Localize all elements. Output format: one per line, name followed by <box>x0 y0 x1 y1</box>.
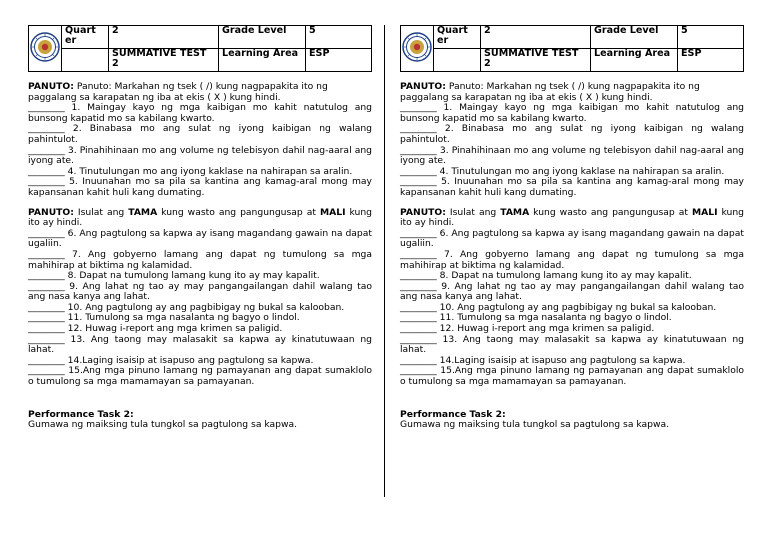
worksheet-left <box>28 25 372 431</box>
grade-value: 5 <box>678 26 744 49</box>
list-item: ________ 14.Laging isaisip at isapuso ang pagtulong sa kapwa. <box>28 354 314 366</box>
part1-instruction: PANUTO: Panuto: Markahan ng tsek ( /) kung nagpapakita ito ng paggalang sa karapatan ng iba at ekis ( X ) kung hindi. <box>400 81 700 103</box>
part1-section <box>400 82 744 199</box>
quarter-value: 2 <box>481 26 591 49</box>
part2-section <box>28 208 372 388</box>
list-item: ________ 4. Tinutulungan mo ang iyong kaklase na nahirapan sa aralin. <box>28 165 353 177</box>
area-value: ESP <box>678 49 744 72</box>
list-item: ________ 2. Binabasa mo ang sulat ng iyong kaibigan ng walang pahintulot. <box>400 123 744 145</box>
list-item: ________ 15.Ang mga pinuno lamang ng pamayanan ang dapat sumaklolo o tumulong sa mga mamamayan sa pamayanan. <box>28 365 372 388</box>
list-item: ________ 2. Binabasa mo ang sulat ng iyong kaibigan ng walang pahintulot. <box>28 123 372 145</box>
task-title: Performance Task 2: <box>28 408 134 420</box>
list-item: ________ 14.Laging isaisip at isapuso ang pagtulong sa kapwa. <box>400 354 686 366</box>
test-title: SUMMATIVE TEST 2 <box>481 49 591 72</box>
grade-value: 5 <box>306 26 372 49</box>
grade-label: Grade Level <box>219 26 306 49</box>
list-item: ________ 12. Huwag i-report ang mga krimen sa paligid. <box>28 323 283 335</box>
list-item: ________ 10. Ang pagtulong ay ang pagbibigay ng bukal sa kalooban. <box>28 301 345 313</box>
test-title: SUMMATIVE TEST 2 <box>109 49 219 72</box>
area-label: Learning Area <box>591 49 678 72</box>
performance-task <box>400 410 744 431</box>
list-item: ________ 1. Maingay kayo ng mga kaibigan mo kahit natutulog ang bunsong kapatid mo sa kabilang kwarto. <box>28 102 372 124</box>
list-item: ________ 4. Tinutulungan mo ang iyong kaklase na nahirapan sa aralin. <box>400 165 725 177</box>
grade-label: Grade Level <box>591 26 678 49</box>
seal-icon <box>30 32 60 62</box>
list-item: ________ 13. Ang taong may malasakit sa kapwa ay kinatutuwaan ng lahat. <box>28 333 372 356</box>
part1-section <box>28 82 372 199</box>
task-text: Gumawa ng maiksing tula tungkol sa pagtulong sa kapwa. <box>28 419 298 431</box>
performance-task <box>28 410 372 431</box>
list-item: ________ 6. Ang pagtulong sa kapwa ay isang magandang gawain na dapat ugaliin. <box>28 227 372 250</box>
part2-instruction: PANUTO: Isulat ang TAMA kung wasto ang pangungusap at MALI kung ito ay hindi. <box>28 206 373 229</box>
seal-icon <box>402 32 432 62</box>
list-item: ________ 3. Pinahihinaan mo ang volume ng telebisyon dahil nag-aaral ang iyong ate. <box>28 144 372 167</box>
part2-section <box>400 208 744 388</box>
empty-cell <box>434 49 481 72</box>
task-text: Gumawa ng maiksing tula tungkol sa pagtulong sa kapwa. <box>400 419 670 431</box>
part2-instruction: PANUTO: Isulat ang TAMA kung wasto ang pangungusap at MALI kung ito ay hindi. <box>400 206 745 229</box>
list-item: ________ 3. Pinahihinaan mo ang volume ng telebisyon dahil nag-aaral ang iyong ate. <box>400 144 744 167</box>
list-item: ________ 6. Ang pagtulong sa kapwa ay isang magandang gawain na dapat ugaliin. <box>400 227 744 250</box>
list-item: ________ 10. Ang pagtulong ay ang pagbibigay ng bukal sa kalooban. <box>400 301 717 313</box>
list-item: ________ 7. Ang gobyerno lamang ang dapat ng tumulong sa mga mahihirap at biktima ng kalamidad. <box>28 248 372 271</box>
task-title: Performance Task 2: <box>400 408 506 420</box>
list-item: ________ 8. Dapat na tumulong lamang kung ito ay may kapalit. <box>28 270 320 282</box>
list-item: ________ 8. Dapat na tumulong lamang kung ito ay may kapalit. <box>400 270 692 282</box>
worksheet-right <box>400 25 744 431</box>
list-item: ________ 9. Ang lahat ng tao ay may pangangailangan dahil walang tao ang nasa kanya ang lahat. <box>400 280 744 303</box>
list-item: ________ 13. Ang taong may malasakit sa kapwa ay kinatutuwaan ng lahat. <box>400 333 744 356</box>
header-table <box>400 25 744 72</box>
part1-instruction: PANUTO: Panuto: Markahan ng tsek ( /) kung nagpapakita ito ng paggalang sa karapatan ng iba at ekis ( X ) kung hindi. <box>28 81 328 103</box>
deped-seal <box>401 26 434 72</box>
quarter-label: Quart er <box>62 26 109 49</box>
list-item: ________ 12. Huwag i-report ang mga krimen sa paligid. <box>400 323 655 335</box>
area-label: Learning Area <box>219 49 306 72</box>
deped-seal <box>29 26 62 72</box>
list-item: ________ 1. Maingay kayo ng mga kaibigan mo kahit natutulog ang bunsong kapatid mo sa kabilang kwarto. <box>400 102 744 124</box>
list-item: ________ 15.Ang mga pinuno lamang ng pamayanan ang dapat sumaklolo o tumulong sa mga mamamayan sa pamayanan. <box>400 365 744 388</box>
page-divider <box>384 25 385 497</box>
header-table <box>28 25 372 72</box>
list-item: ________ 11. Tumulong sa mga nasalanta ng bagyo o lindol. <box>400 312 672 324</box>
list-item: ________ 5. Inuunahan mo sa pila sa kantina ang kamag-aral mong may kapansanan kahit huli kang dumating. <box>400 176 744 198</box>
empty-cell <box>62 49 109 72</box>
area-value: ESP <box>306 49 372 72</box>
quarter-value: 2 <box>109 26 219 49</box>
list-item: ________ 9. Ang lahat ng tao ay may pangangailangan dahil walang tao ang nasa kanya ang lahat. <box>28 280 372 303</box>
list-item: ________ 7. Ang gobyerno lamang ang dapat ng tumulong sa mga mahihirap at biktima ng kalamidad. <box>400 248 744 271</box>
quarter-label: Quart er <box>434 26 481 49</box>
list-item: ________ 5. Inuunahan mo sa pila sa kantina ang kamag-aral mong may kapansanan kahit huli kang dumating. <box>28 176 372 198</box>
list-item: ________ 11. Tumulong sa mga nasalanta ng bagyo o lindol. <box>28 312 300 324</box>
